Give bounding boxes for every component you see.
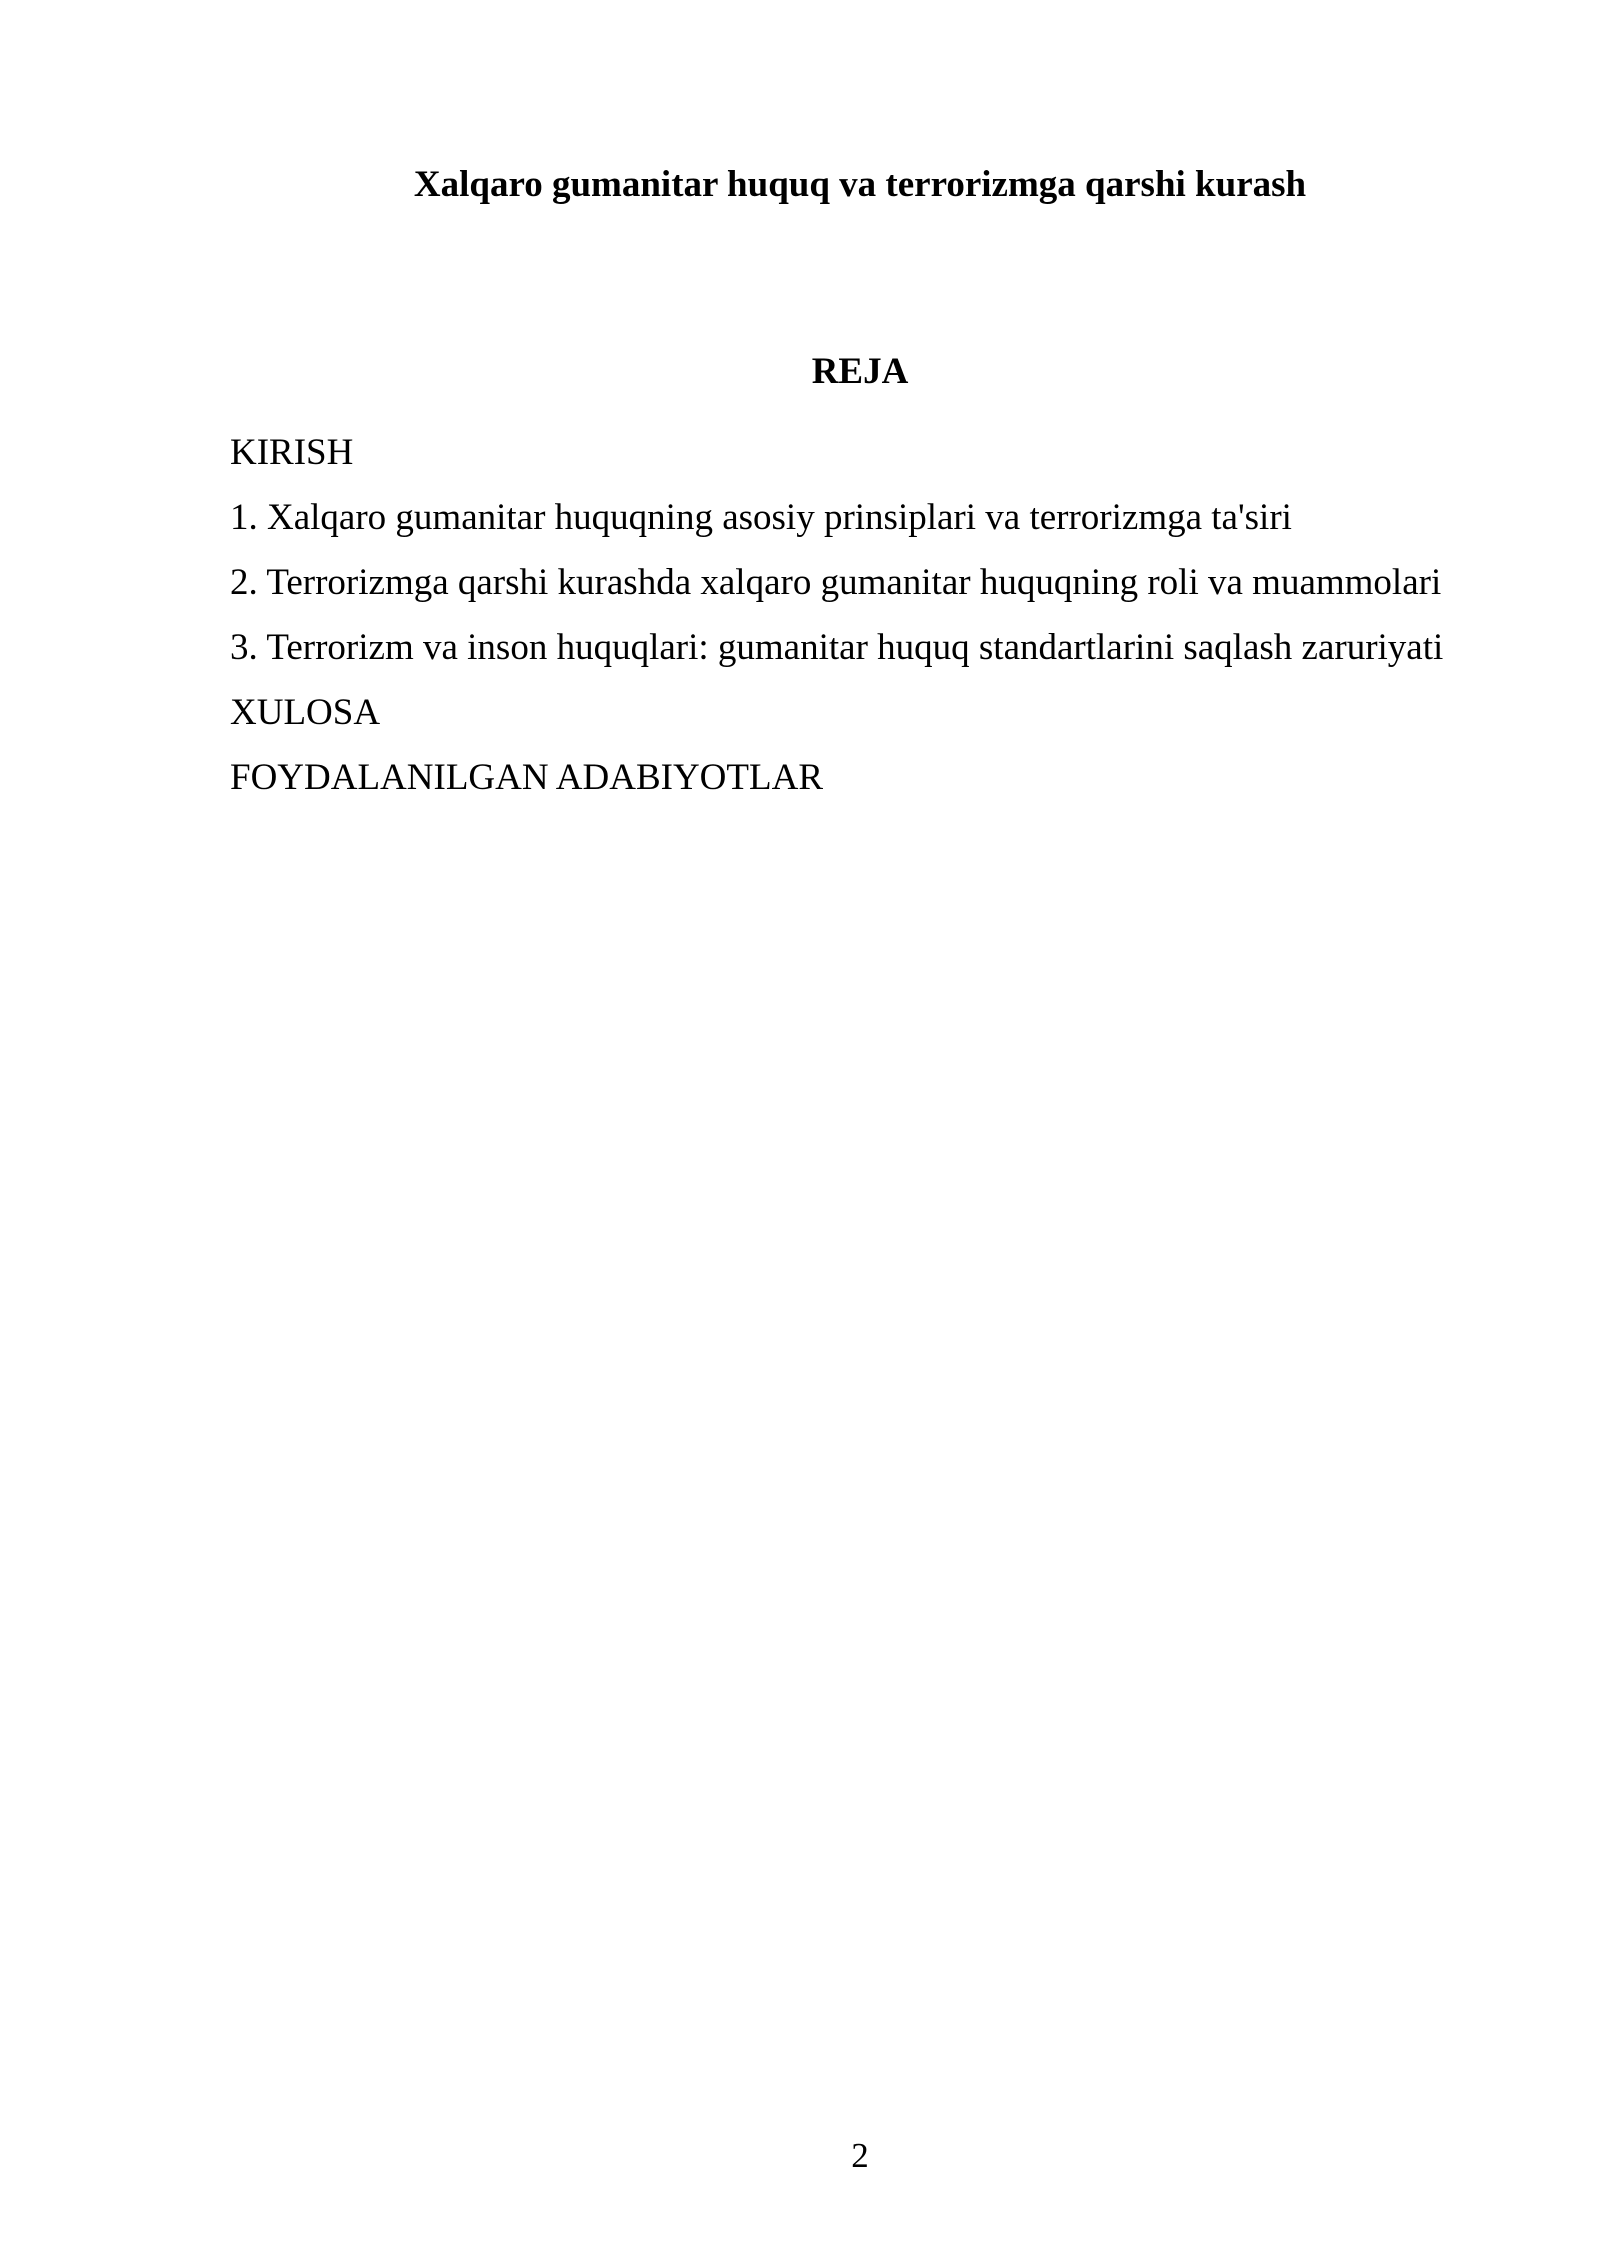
plan-item-3: 3. Terrorizm va inson huquqlari: gumanitar huquq standartlarini saqlash zaruriyati	[230, 627, 1444, 668]
plan-list	[230, 420, 1443, 810]
plan-item-introduction: KIRISH	[230, 432, 354, 473]
plan-heading: REJA	[811, 351, 909, 392]
plan-item-references: FOYDALANILGAN ADABIYOTLAR	[230, 757, 823, 798]
plan-item-conclusion: XULOSA	[230, 692, 381, 733]
document-title: Xalqaro gumanitar huquq va terrorizmga qarshi kurash	[413, 164, 1307, 205]
plan-item-2: 2. Terrorizmga qarshi kurashda xalqaro gumanitar huquqning roli va muammolari	[230, 562, 1442, 603]
plan-item-1: 1. Xalqaro gumanitar huquqning asosiy prinsiplari va terrorizmga ta'siri	[230, 497, 1292, 538]
page-number: 2	[851, 2136, 869, 2175]
